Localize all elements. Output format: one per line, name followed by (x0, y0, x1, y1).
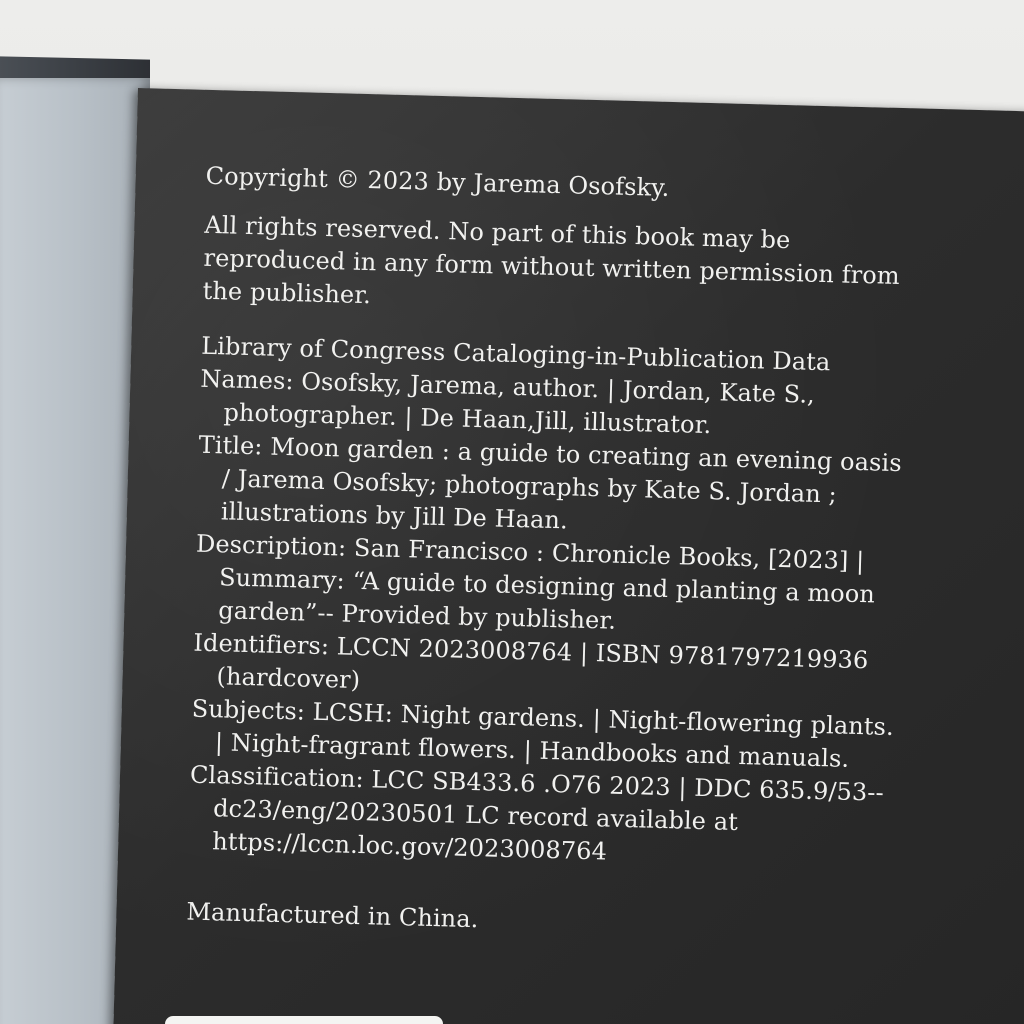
cip-names: Names: Osofsky, Jarema, author. | Jordan, Kate S., photographer. | De Haan,Jill, illustrator. (200, 364, 816, 440)
cip-classification: Classification: LCC SB433.6 .O76 2023 | DDC 635.9/53--dc23/eng/20230501 LC record available at https://lccn.loc.gov/2023008764 (189, 760, 885, 866)
cip-subjects: Subjects: LCSH: Night gardens. | Night-flowering plants. | Night-fragrant flowers. | Handbooks and manuals. (191, 694, 895, 773)
cip-description: Description: San Francisco : Chronicle Books, [2023] | Summary: “A guide to designing and planting a moon garden”-- Provided by publisher. (195, 529, 876, 635)
rights-statement: All rights reserved. No part of this book may be reproduced in any form without written permission from the publisher. (202, 210, 901, 310)
copyright-line: Copyright © 2023 by Jarema Osofsky. (205, 161, 670, 202)
paper-tab (165, 1016, 443, 1024)
cip-identifiers: Identifiers: LCCN 2023008764 | ISBN 9781797219936 (hardcover) (193, 628, 869, 695)
cip-title: Title: Moon garden : a guide to creating an evening oasis / Jarema Osofsky; photographs by Kate S. Jordan ; illustrations by Jill De Haan. (198, 430, 903, 535)
cip-heading: Library of Congress Cataloging-in-Publication Data (200, 331, 831, 377)
copyright-page (113, 88, 1024, 1024)
copyright-text-block (186, 160, 916, 963)
manufactured-line: Manufactured in China. (186, 897, 479, 934)
